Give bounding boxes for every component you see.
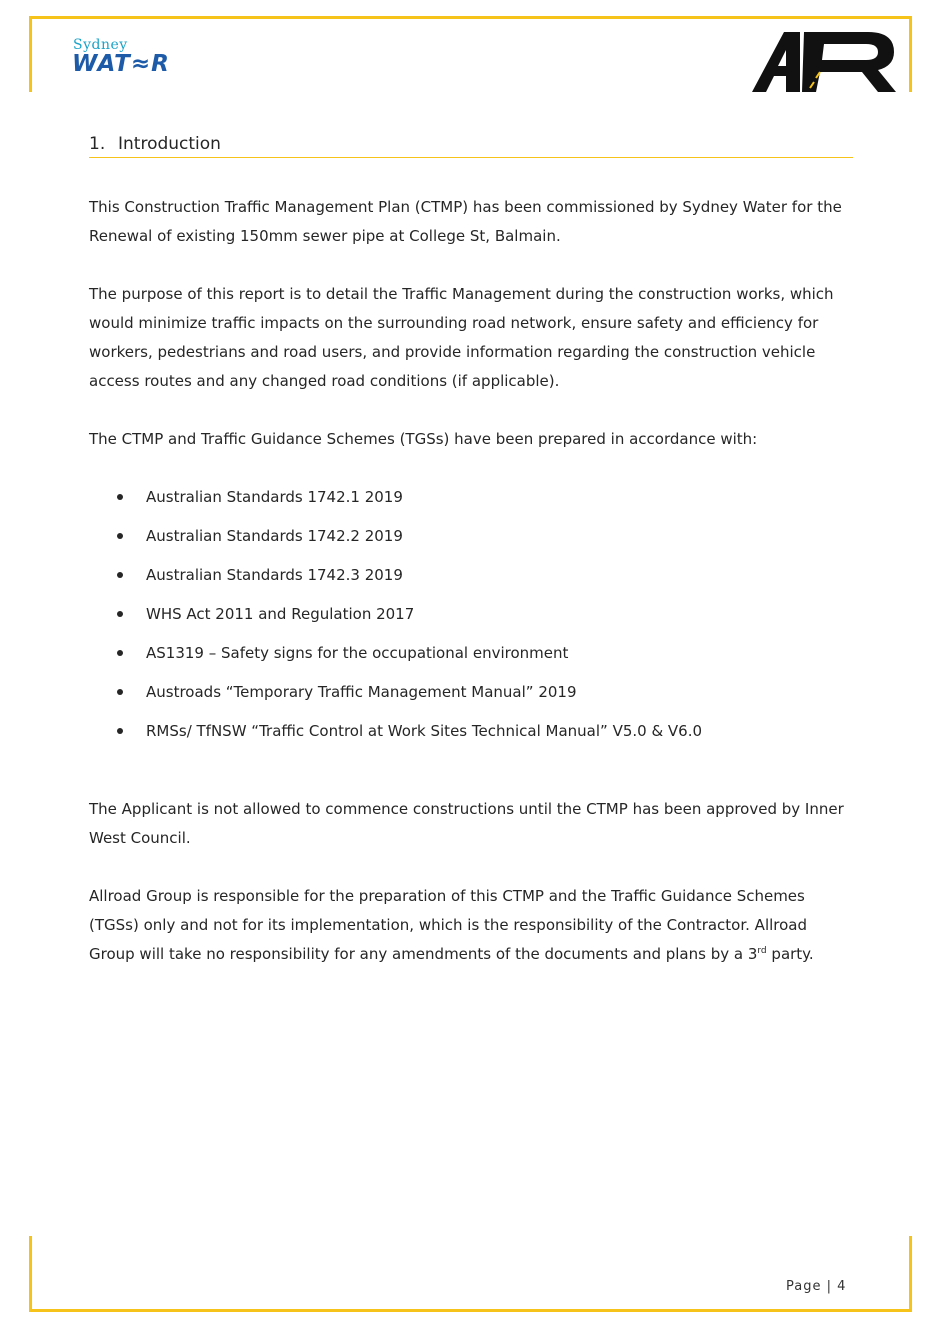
sydney-water-logo [72,37,182,81]
bullet-icon [117,572,123,578]
bullet-icon [117,650,123,656]
paragraph-responsibility: Allroad Group is responsible for the preparation of this CTMP and the Traffic Guidance Schemes (TGSs) only and not for its implementation, which is the responsibility of the Contractor. Allroad Group will take no responsibility for any amendments of the documents and plans by a 3rd party. [89,887,814,963]
list-item: WHS Act 2011 and Regulation 2017 [89,600,849,639]
paragraph-approval: The Applicant is not allowed to commence constructions until the CTMP has been approved by Inner West Council. [89,800,844,847]
list-item: Australian Standards 1742.1 2019 [89,483,849,522]
standards-list [89,483,849,756]
bullet-icon [117,728,123,734]
section-number: 1. [89,134,106,154]
logo-water-text: WAT≈R [72,51,170,77]
section-heading [89,134,853,158]
paragraph-intro: This Construction Traffic Management Plan (CTMP) has been commissioned by Sydney Water for the Renewal of existing 150mm sewer pipe at College St, Balmain. [89,198,842,245]
list-item: Australian Standards 1742.3 2019 [89,561,849,600]
section-title: Introduction [118,134,221,154]
footer-frame [29,1236,912,1312]
document-body [89,193,849,998]
bullet-icon [117,689,123,695]
bullet-icon [117,494,123,500]
logo-sydney-text: Sydney [73,37,128,53]
list-item: Australian Standards 1742.2 2019 [89,522,849,561]
page-number: Page | 4 [786,1279,847,1294]
allroad-logo [750,28,898,94]
list-item: Austroads “Temporary Traffic Management Manual” 2019 [89,678,849,717]
paragraph-purpose: The purpose of this report is to detail the Traffic Management during the construction works, which would minimize traffic impacts on the surrounding road network, ensure safety and efficiency for workers, pedestrians and road users, and provide information regarding the construction vehicle access routes and any changed road conditions (if applicable). [89,285,834,390]
list-item: RMSs/ TfNSW “Traffic Control at Work Sites Technical Manual” V5.0 & V6.0 [89,717,849,756]
paragraph-accordance: The CTMP and Traffic Guidance Schemes (TGSs) have been prepared in accordance with: [89,430,758,448]
list-item: AS1319 – Safety signs for the occupational environment [89,639,849,678]
bullet-icon [117,611,123,617]
bullet-icon [117,533,123,539]
